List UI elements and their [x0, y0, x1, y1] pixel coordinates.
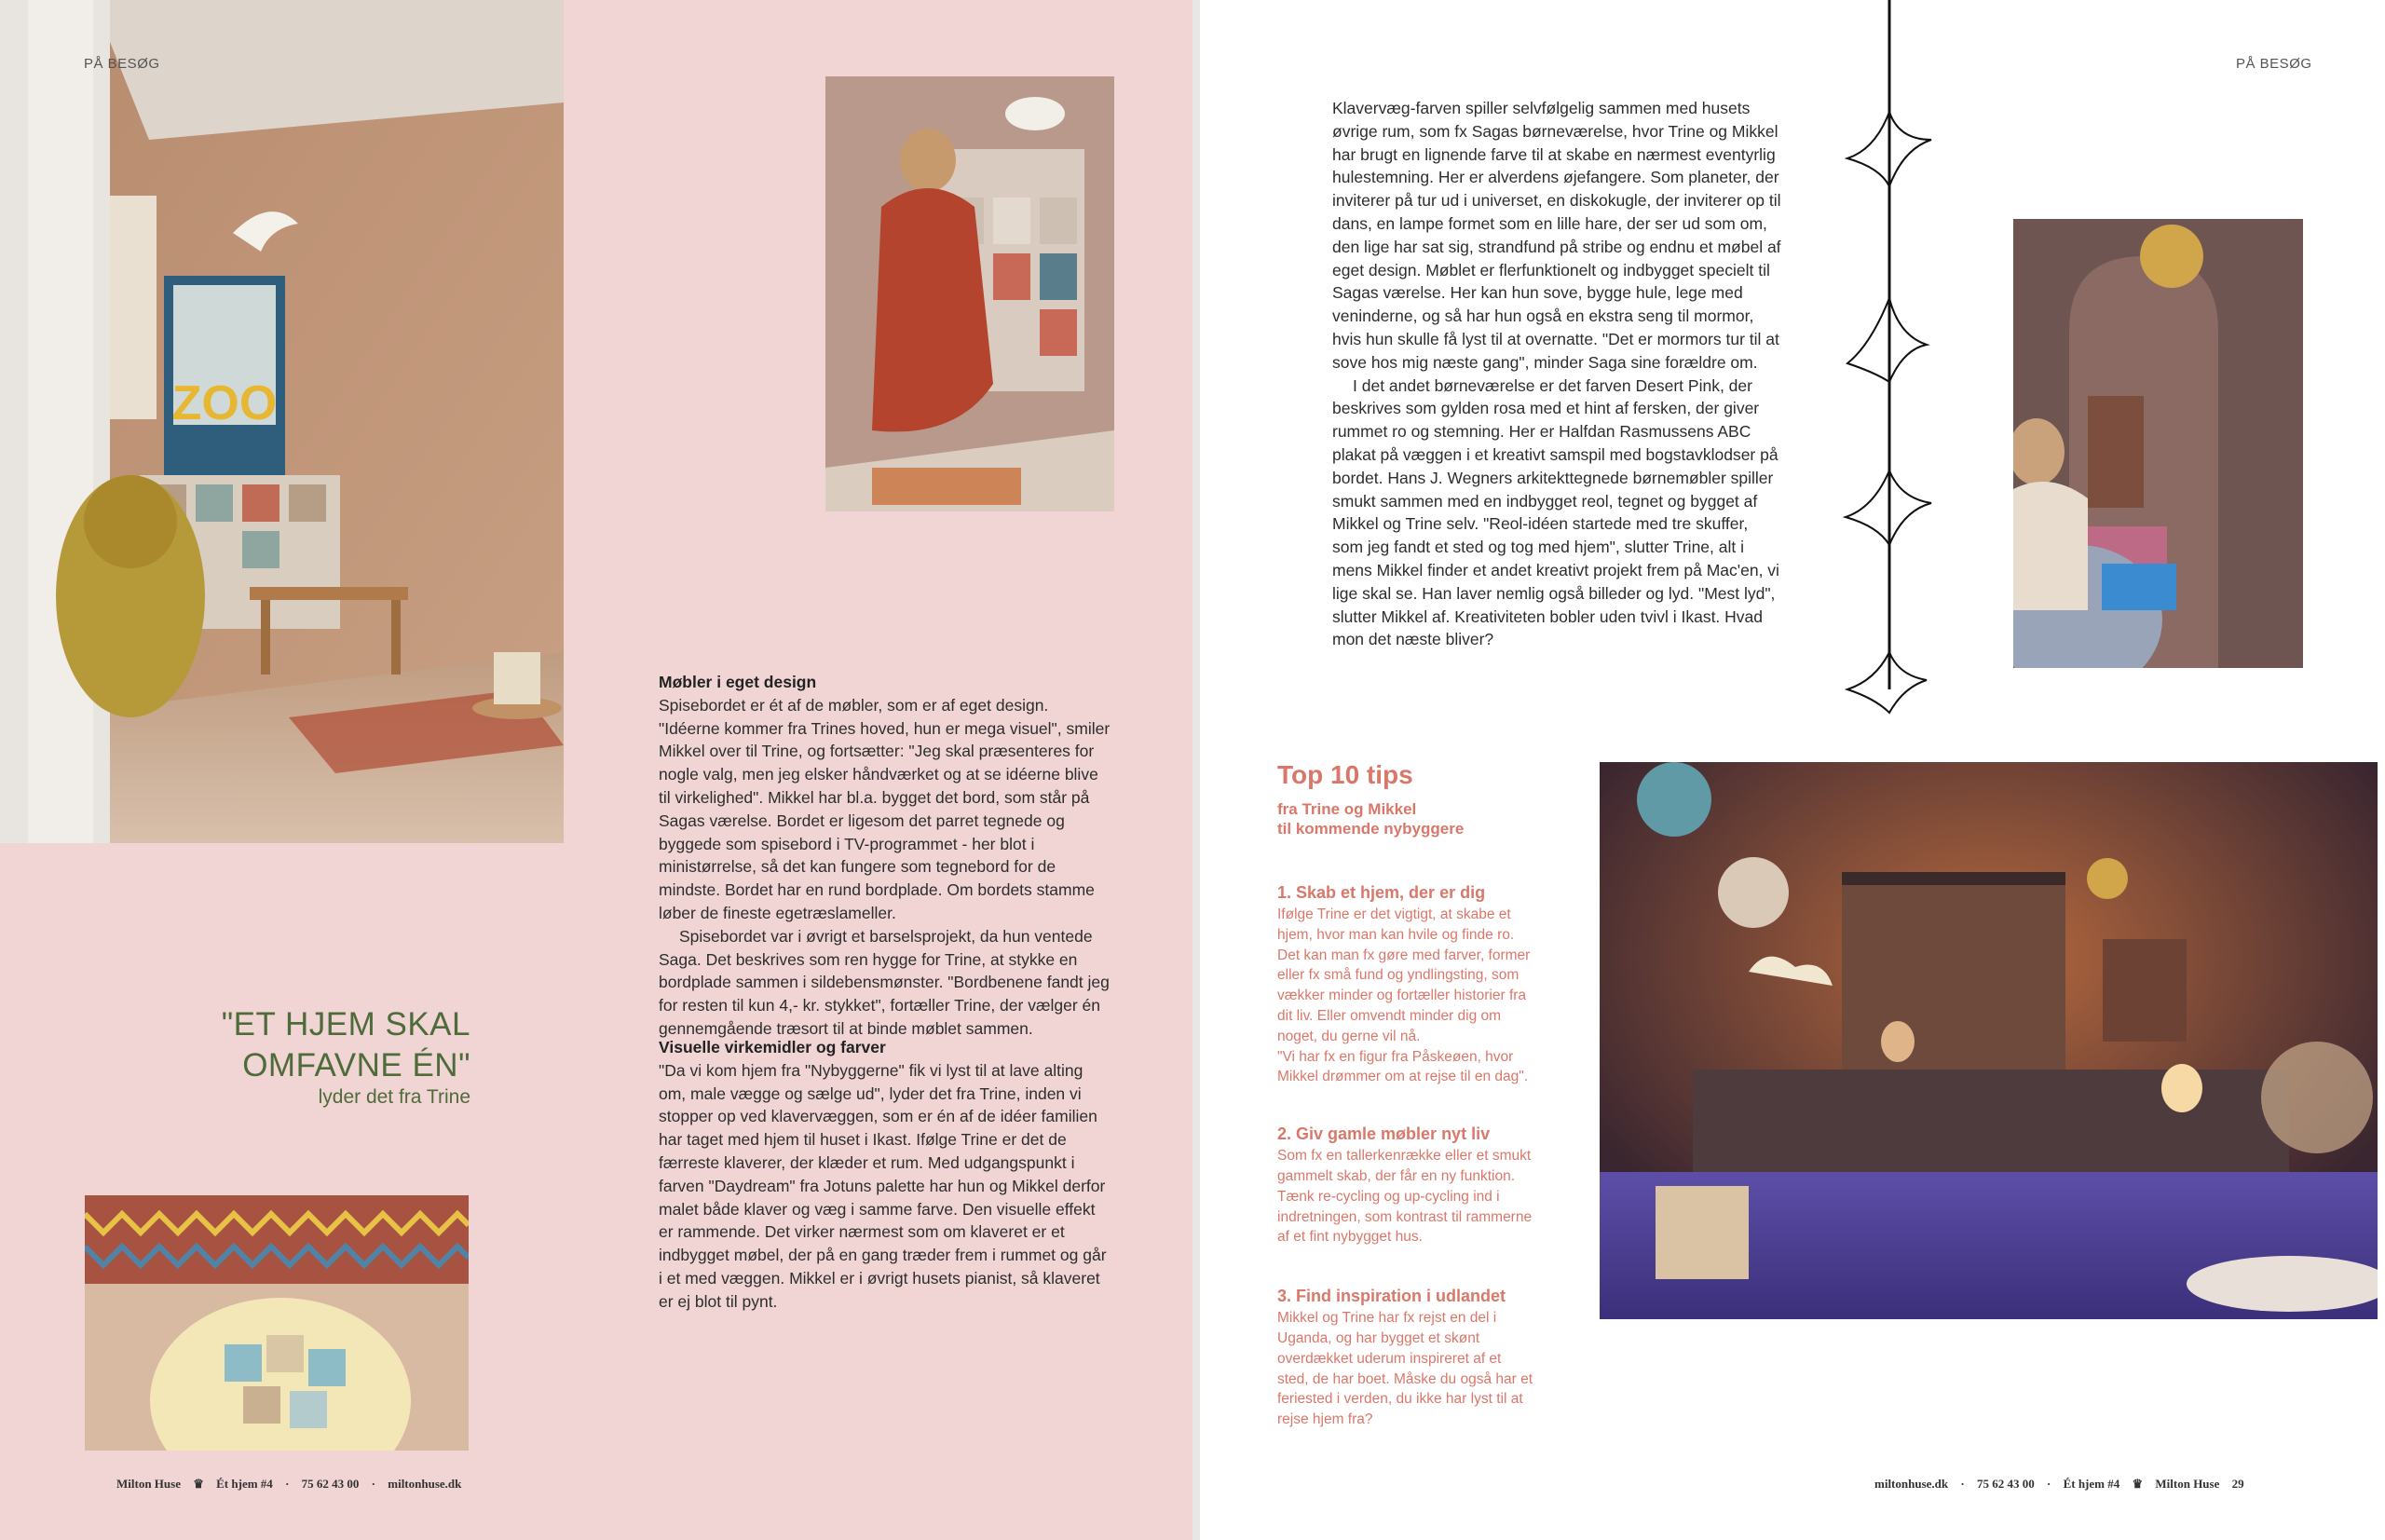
footer-separator: ♛	[2132, 1477, 2144, 1491]
footer-separator: ·	[285, 1477, 290, 1491]
paragraph: "Da vi kom hjem fra "Nybyggerne" fik vi lyst til at lave alting om, male vægge og sælge ud", lyder det fra Trine, inden vi stopper op ved klaverv​æggen, som er én af de idéer familien har taget med hjem til huset i Ikast. Ifølge Trine er det de færreste klaverer, der klæder et rum. Med udgangspunkt i farven "Daydream" fra Jotuns palette har hun og Mikkel derfor malet både klaver og væg i samme farve. Den visuelle effekt er rammende. Det virker nærmest som om klaveret er et indbygget møbel, der på en gang træder frem i rummet og går i et med væggen. Mikkel er i øvrigt husets pianist, så klaveret er ej blot til pynt.	[659, 1060, 1107, 1311]
paragraph: Spisebordet var i øvrigt et barselsprojekt, da hun ventede Saga. Det beskrives som ren hygge for Trine, at stykke en bordplade sammen i sildebensmønster. "Bordbenene fandt jeg for resten til kun 4,- kr. stykket", fortæller Trine, der vælger én gennemgående træsort til at binde møblet sammen.	[659, 926, 1110, 1038]
footer-phone: 75 62 43 00	[301, 1477, 360, 1491]
woman-at-shelf-photo	[825, 76, 1114, 511]
tip-heading: 2. Giv gamle møbler nyt liv	[1277, 1124, 1491, 1144]
left-page	[0, 0, 1192, 1540]
section-heading: Møbler i eget design	[659, 673, 817, 691]
tip-heading: 1. Skab et hjem, der er dig	[1277, 883, 1486, 902]
footer	[1874, 1477, 2254, 1492]
bird-mobile-illustration	[1838, 0, 1941, 727]
page-kicker: PÅ BESØG	[84, 56, 160, 72]
footer-site: miltonhuse.dk	[1874, 1477, 1949, 1491]
footer-phone: 75 62 43 00	[1976, 1477, 2035, 1491]
paragraph: Klaverv​æg-farven spiller selvfølgelig sammen med husets øvrige rum, som fx Sagas børneværelse, hvor Trine og Mikkel har brugt en lignende farve til at skabe en nærmest eventyrlig hulestemning. Her er alverdens øjefangere. Som planeter, der inviterer på tur ud i universet, en diskokugle, der inviterer op til dans, en lampe formet som en lille hare, der ser ud som om, den lige har sat sig, strandfund på stribe og endnu et møbel af eget design. Møblet er flerfunktionelt og indbygget specielt til Sagas værelse. Her kan hun sove, bygge hule, lege med veninderne, og så har hun også en ekstra seng til mormor, hvis hun skulle få lyst til at overnatte. "Det er mormors tur til at sove hos mig næste gang", minder Saga sine forældre om.	[1332, 99, 1781, 372]
main-text	[1332, 97, 1781, 651]
tip-body: Som fx en tallerkenrække eller et smukt gammelt skab, der får en ny funktion. Tænk re-cycling og up-cycling ind i indretningen, som kontrast til rammerne af et fint nybygget hus.	[1277, 1148, 1533, 1246]
footer-separator: ·	[2046, 1477, 2051, 1491]
tip-quote: "Vi har fx en figur fra Påskeøen, hvor Mikkel drømmer om at rejse til en dag".	[1277, 1048, 1529, 1085]
footer-separator: ♛	[193, 1477, 204, 1491]
footer-separator: ·	[371, 1477, 375, 1491]
tip-heading: 3. Find inspiration i udlandet	[1277, 1287, 1506, 1306]
bunk-bed-room-photo	[1600, 762, 2378, 1319]
tips-subtitle: til kommende nybyggere	[1277, 820, 1465, 838]
quote-line: OMFAVNE ÉN"	[242, 1047, 470, 1083]
right-page	[1200, 0, 2385, 1540]
page-kicker: PÅ BESØG	[2236, 56, 2312, 72]
footer-separator: ·	[1960, 1477, 1965, 1491]
section-furniture	[659, 671, 1113, 1041]
tip-item	[1277, 1287, 1536, 1430]
footer-issue: Ét hjem #4	[216, 1477, 273, 1491]
footer-site: miltonhuse.dk	[388, 1477, 462, 1491]
tip-item	[1277, 1124, 1536, 1247]
tip-item	[1277, 883, 1536, 1087]
section-visual	[659, 1036, 1113, 1314]
page-number: 29	[2231, 1477, 2244, 1491]
quote-attribution: lyder det fra Trine	[318, 1086, 470, 1108]
section-heading: Visuelle virkemidler og farver	[659, 1038, 886, 1056]
paragraph: I det andet børneværelse er det farven Desert Pink, der beskrives som gylden rosa med et hint af fersken, der giver rummet ro og stemning. Her er Halfdan Rasmussens ABC plakat på væggen i et kreativt samspil med bogstavklodser på bordet. Hans J. Wegners arkitekttegnede børnemøbler spiller smukt sammen med en indbygget reol, tegnet og bygget af Mikkel og Trine selv. "Reol-idéen startede med tre skuffer, som jeg fandt et sted og tog med hjem", slutter Trine, alt i mens Mikkel finder et andet kreativt projekt frem på Mac'en, vi lige skal se. Han laver nemlig også billeder og lyd. "Mest lyd", slutter Mikkel af. Kreativiteten bobler uden tvivl i Ikast. Hvad mon det næste bliver?	[1332, 375, 1779, 649]
tip-body: Ifølge Trine er det vigtigt, at skabe et hjem, hvor man kan hvile og finde ro. Det kan man fx gøre med farver, former eller fx små fund og yndlingsting, som vækker minder og fortæller historier fra dit liv. Eller omvendt minder dig om noget, du gerne vil nå.	[1277, 906, 1531, 1044]
pull-quote	[186, 1004, 470, 1109]
tips-title: Top 10 tips	[1277, 760, 1413, 789]
poster-zoo-text: ZOO	[171, 376, 278, 430]
tips-box	[1277, 760, 1536, 1430]
footer	[116, 1477, 470, 1492]
kids-room-photo	[0, 0, 564, 843]
footer-issue: Ét hjem #4	[2063, 1477, 2120, 1491]
tip-body: Mikkel og Trine har fx rejst en del i Uganda, og har bygget et skønt overdækket uderum inspireret af et sted, de har boet. Måske du også har et feriested i verden, du ikke har lyst til at rejse hjem fra?	[1277, 1310, 1533, 1428]
child-with-tablet-photo	[2013, 219, 2303, 668]
paragraph: Spisebordet er ét af de møbler, som er af eget design. "Idéerne kommer fra Trines hoved, hun er mega visuel", smiler Mikkel over til Trine, og fortsætter: "Jeg skal præsenteres for nogle valg, men jeg elsker håndværket og at se idéerne blive til virkelighed". Mikkel har bl.a. bygget det bord, som står på Sagas værelse. Bordet er ligesom det parret tegnede og byggede som spisebord i TV-programmet - her blot i ministørrelse, så det kan fungere som tegnebord for de mindste. Bordet har en rund bordplade. Om bordets stamme løber de fineste egetræslameller.	[659, 695, 1111, 922]
quote-line: "ET HJEM SKAL	[221, 1006, 470, 1043]
footer-brand: Milton Huse	[116, 1477, 181, 1491]
tips-subtitle: fra Trine og Mikkel	[1277, 800, 1417, 818]
letter-blocks-photo	[85, 1195, 469, 1451]
footer-brand: Milton Huse	[2155, 1477, 2220, 1491]
